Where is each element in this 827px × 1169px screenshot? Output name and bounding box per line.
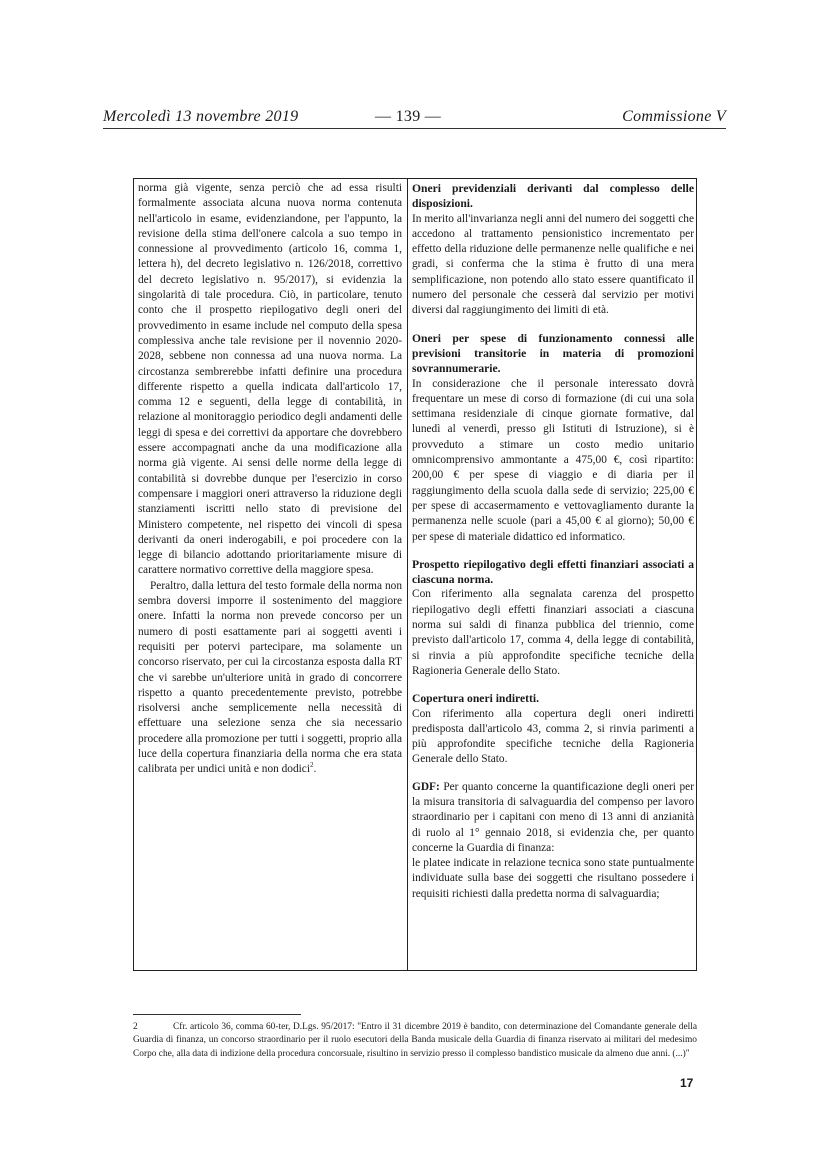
footnote-reference[interactable]: 2 (309, 761, 314, 770)
left-column (138, 181, 402, 778)
gdf-point: le platee indicate in relazione tecnica sono state puntualmente individuate sulla base dei soggetti che risultano possedere i requisiti richiesti dalla predetta norma di salvaguardia; (412, 857, 694, 900)
footnote (133, 1021, 697, 1061)
header-page-marker: — 139 — (375, 108, 442, 125)
footnote-rule (133, 1014, 301, 1015)
section-text-pension-costs: In merito all'invarianza negli anni del numero dei soggetti che accedono al trattamento pensionistico incrementato per effetto della riduzione delle permanenze nelle qualifiche e nei gradi, si conferma che la stima è frutto di una mera semplificazione, non potendo allo stato essere quantificato il numero del personale che cesserà dal servizio per motivi diversi dal raggiungimento dei limiti di età. (412, 212, 694, 317)
footnote-text: Cfr. articolo 36, comma 60-ter, D.Lgs. 95/2017: "Entro il 31 dicembre 2019 è bandito, con determinazione del Comandante generale della Guardia di finanza, un concorso straordinario per il ruolo esecutori della Banda musicale della Guardia di finanza riservato ai militari del medesimo Corpo che, alla data di indizione della procedura concorsuale, risultino in servizio presso il complesso bandistico musicale da almeno due anni. (...)" (133, 1022, 697, 1059)
section-text-financial-summary: Con riferimento alla segnalata carenza del prospetto riepilogativo degli effetti finanziari associati a ciascuna norma sui saldi di finanza pubblica del triennio, come previsto dall'articolo 17, comma 4, della legge di contabilità, si rinvia a più approfondite specifiche tecniche della Ragioneria Generale dello Stato. (412, 588, 694, 677)
section-title-financial-summary: Prospetto riepilogativo degli effetti finanziari associati a ciascuna norma. (412, 557, 694, 587)
left-paragraph-1: norma già vigente, senza perciò che ad essa risulti formalmente associata alcuna nuova norma contenuta nell'articolo in esame, evidenziandone, per l'appunto, la revisione della stima dell'onere calcola a suo tempo in connessione al provvedimento (articolo 16, comma 1, lettera h), del decreto legislativo n. 126/2018, correttivo del decreto legislativo n. 95/2017), si evidenzia la singolarità di tale procedura. Ciò, in particolare, tenuto conto che il prospetto riepilogativo degli oneri del provvedimento in esame include nel computo della spesa complessiva anche tale revisione per il novennio 2020-2028, sebbene non connessa ad una nuova norma. La circostanza sembrerebbe infatti definire una procedura differente rispetto a quella indicata dall'articolo 17, comma 12 e seguenti, della legge di contabilità, in relazione al monitoraggio periodico degli andamenti delle leggi di spesa e dei correttivi da apportare che dovrebbero essere accompagnati anche da una modificazione alla norma già vigente. Ai sensi delle norme della legge di contabilità si dovrebbe dunque per l'esercizio in corso compensare i maggiori oneri attraverso la riduzione degli stanziamenti iscritti nello stato di previsione del Ministero competente, nel rispetto dei vincoli di spesa derivanti da oneri inderogabili, e poi procedere con la legge di bilancio adottando prioritariamente misure di carattere normativo correttive della maggiore spesa. (138, 182, 402, 577)
gdf-paragraph (412, 780, 694, 856)
section-title-operating-costs: Oneri per spese di funzionamento connessi alle previsioni transitorie in materia di promozioni sovrannumerarie. (412, 331, 694, 376)
page-number: 17 (680, 1076, 694, 1090)
gdf-label: GDF: (412, 780, 440, 793)
left-paragraph-2-end: . (313, 763, 317, 776)
left-paragraph-2-text: Peraltro, dalla lettura del testo formale della norma non sembra doversi imporre il sostenimento del maggiore onere. Infatti la norma non prevede concorso per un numero di posti esattamente pari ai soggetti aventi i requisiti per potervi partecipare, ma solamente un concorso riservato, per cui la circostanza esposta dalla RT che vi sarebbe un'ulteriore unità in grado di concorrere rispetto a quanto precedentemente previsto, potrebbe risolversi anche semplicemente nella necessità di effettuare una selezione senza che sia necessario procedere alla promozione per tutti i soggetti, proprio alla luce della copertura finanziaria della norma che era stata calibrata per undici unità e non dodici (138, 579, 402, 776)
header-date: Mercoledì 13 novembre 2019 (103, 108, 299, 125)
two-column-table (133, 178, 697, 971)
section-title-pension-costs: Oneri previdenziali derivanti dal complesso delle disposizioni. (412, 182, 694, 211)
right-column (412, 181, 694, 902)
section-title-indirect-costs: Copertura oneri indiretti. (412, 692, 539, 706)
left-paragraph-2 (138, 579, 402, 778)
gdf-text: Per quanto concerne la quantificazione degli oneri per la misura transitoria di salvaguardia del compenso per lavoro straordinario per i capitani con meno di 13 anni di anzianità di ruolo al 1° gennaio 2018, si evidenzia che, per quanto concerne la Guardia di finanza: (412, 780, 694, 854)
header-commission: Commissione V (622, 108, 726, 125)
header-rule (103, 128, 726, 129)
section-text-operating-costs: In considerazione che il personale interessato dovrà frequentare un mese di corso di formazione (di cui una sola settimana residenziale di cinque giornate formative, dal lunedì al venerdì, presso gli Istituti di Istruzione), si è provveduto a stimare un costo medio unitario omnicomprensivo ammontante a 475,00 €, così ripartito: 200,00 € per spese di viaggio e di diaria per il raggiungimento della scuola dalla sede di servizio; 225,00 € per spese di accasermamento e vettovagliamento durante la permanenza nelle scuole (pari a 45,00 € al giorno); 50,00 € per spese di materiale didattico ed informatico. (412, 377, 694, 543)
footnote-number: 2 (133, 1022, 138, 1032)
section-text-indirect-costs: Con riferimento alla copertura degli oneri indiretti predisposta dall'articolo 43, comma 2, si rinvia parimenti a più approfondite specifiche tecniche della Ragioneria Generale dello Stato. (412, 707, 694, 766)
column-divider (407, 179, 408, 970)
